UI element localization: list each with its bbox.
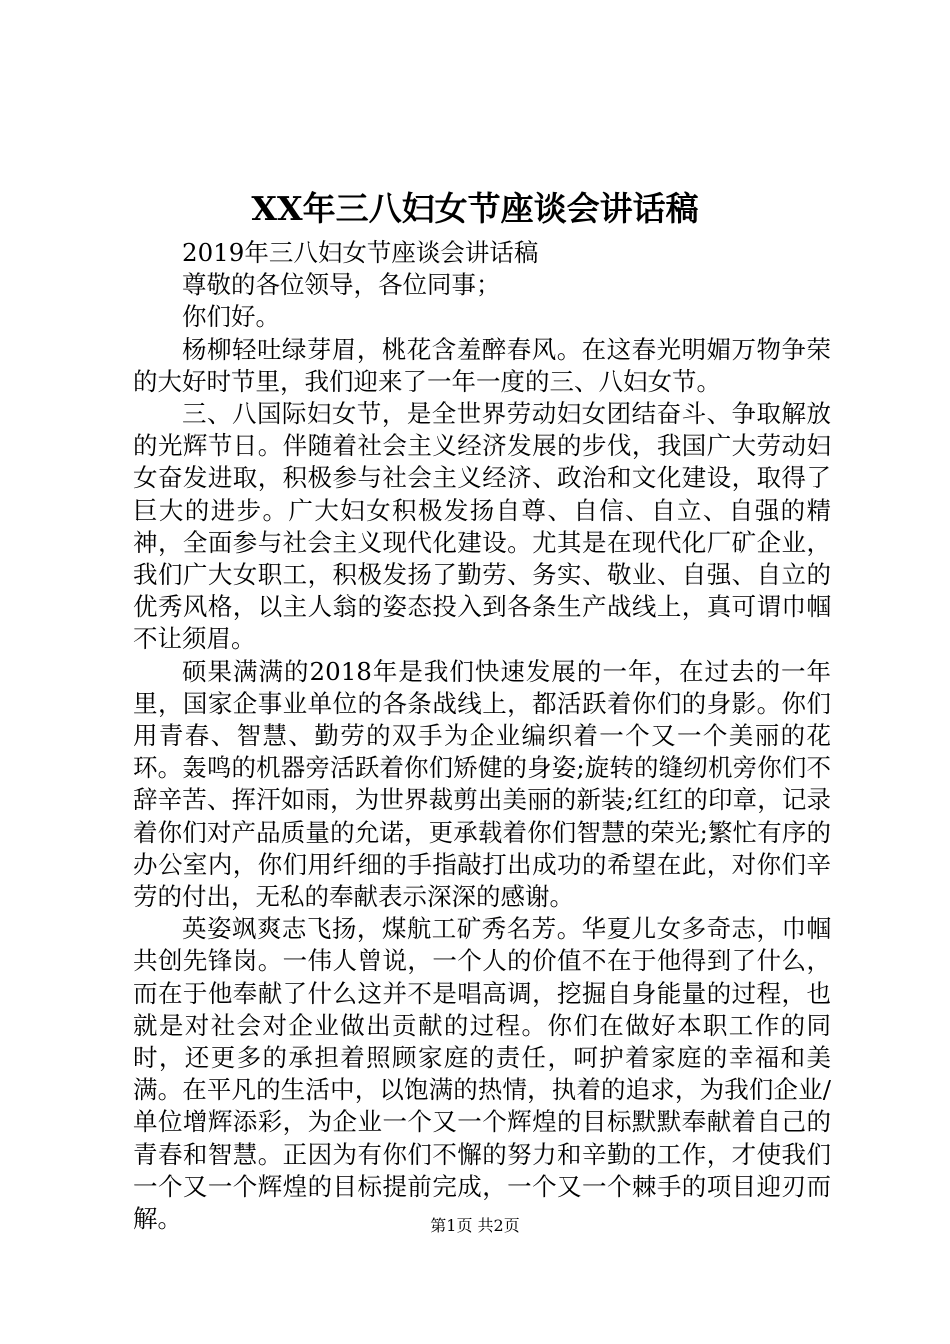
- paragraph-spring-intro: 杨柳轻吐绿芽眉，桃花含羞醉春风。在这春光明媚万物争荣的大好时节里，我们迎来了一年一度的三、八妇女节。: [133, 334, 831, 396]
- paragraph-womens-day: 三、八国际妇女节，是全世界劳动妇女团结奋斗、争取解放的光辉节日。伴随着社会主义经济发展的步伐，我国广大劳动妇女奋发进取，积极参与社会主义经济、政治和文化建设，取得了巨大的进步。广大妇女积极发扬自尊、自信、自立、自强的精神，全面参与社会主义现代化建设。尤其是在现代化厂矿企业，我们广大女职工，积极发扬了勤劳、务实、敬业、自强、自立的优秀风格，以主人翁的姿态投入到各条生产战线上，真可谓巾帼不让须眉。: [133, 399, 831, 654]
- page-number-footer: 第1页 共2页: [430, 1216, 520, 1235]
- paragraph-greeting: 你们好。: [182, 302, 280, 332]
- document-title: XX年三八妇女节座谈会讲话稿: [251, 189, 699, 228]
- paragraph-salutation: 尊敬的各位领导，各位同事；: [182, 270, 501, 300]
- paragraph-year-review: 硕果满满的2018年是我们快速发展的一年，在过去的一年里，国家企事业单位的各条战线上，都活跃着你们的身影。你们用青春、智慧、勤劳的双手为企业编织着一个又一个美丽的花环。轰鸣的机器旁活跃着你们矫健的身姿;旋转的缝纫机旁你们不辞辛苦、挥汗如雨，为世界裁剪出美丽的新装;红红的印章，记录着你们对产品质量的允诺，更承载着你们智慧的荣光;繁忙有序的办公室内，你们用纤细的手指敲打出成功的希望在此，对你们辛劳的付出，无私的奉献表示深深的感谢。: [133, 656, 831, 912]
- paragraph-heading-line: 2019年三八妇女节座谈会讲话稿: [182, 238, 539, 267]
- document-body: [133, 237, 831, 1235]
- paragraph-tribute: 英姿飒爽志飞扬，煤航工矿秀名芳。华夏儿女多奇志，巾帼共创先锋岗。一伟人曾说，一个人的价值不在于他得到了什么，而在于他奉献了什么这并不是唱高调，挖掘自身能量的过程，也就是对社会对企业做出贡献的过程。你们在做好本职工作的同时，还更多的承担着照顾家庭的责任，呵护着家庭的幸福和美满。在平凡的生活中，以饱满的热情，执着的追求，为我们企业/单位增辉添彩，为企业一个又一个辉煌的目标默默奉献着自己的青春和智慧。正因为有你们不懈的努力和辛勤的工作，才使我们一个又一个辉煌的目标提前完成，一个又一个棘手的项目迎刃而解。: [133, 914, 831, 1234]
